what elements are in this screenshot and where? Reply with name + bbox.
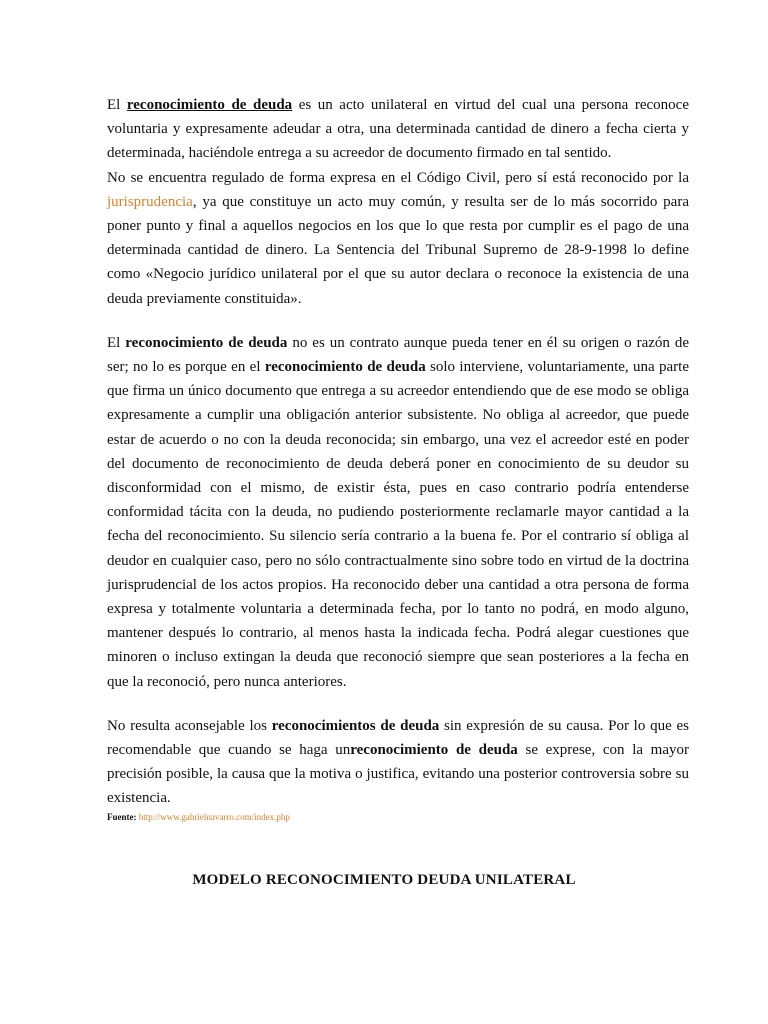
document-body (107, 93, 689, 822)
paragraph-not-contract (107, 331, 689, 694)
paragraph-spacer (107, 694, 689, 714)
text-run: No se encuentra regulado de forma expresa en el Código Civil, pero sí está reconocido por la (107, 169, 689, 186)
paragraph-recommendation (107, 714, 689, 811)
source-label: Fuente: (107, 811, 137, 822)
term-bold: reconocimiento de deuda (125, 334, 288, 351)
term-bold: reconocimiento de deuda (350, 742, 518, 759)
text-run: solo interviene, voluntariamente, una parte que firma un único documento que entrega a su acreedor entendiendo que de ese modo se obliga expresamente a cumplir una obligación anterior subsistente. No obliga al acreedor, que puede estar de acuerdo o no con la deuda reconocida; sin embargo, una vez el acreedor esté en poder del documento de reconocimiento de deuda deberá poner en conocimiento de su deudor su disconformidad con el mismo, de existir ésta, pues en caso contrario podría entenderse conformidad tácita con la deuda, no pudiendo posteriormente reclamarle mayor cantidad a la fecha del reconocimiento. Su silencio sería contrario a la buena fe. Por el contrario sí obliga al deudor en cualquier caso, pero no sólo contractualmente sino sobre todo en virtud de la doctrina jurisprudencial de los actos propios. Ha reconocido deber una cantidad a otra persona de forma expresa y totalmente voluntaria a determinada fecha, por lo tanto no podrá, en modo alguno, mantener después lo contrario, al menos hasta la indicada fecha. Podrá alegar cuestiones que minoren o incluso extingan la deuda que reconoció siempre que sean posteriores a la fecha en que la reconoció, pero nunca anteriores. (107, 359, 689, 690)
text-run: se exprese, con la mayor precisión posible, la causa que la motiva o justifica, evitando una posterior controversia sobre su existencia. (107, 742, 690, 807)
jurisprudencia-link[interactable]: jurisprudencia (107, 193, 193, 210)
text-run: sin expresión de su causa. Por lo que es recomendable que cuando se haga un (107, 717, 689, 759)
text-run: es un acto unilateral en virtud del cual una persona reconoce voluntaria y expresamente adeudar a otra, una determinada cantidad de dinero a fecha cierta y determinada, haciéndole entrega a su acreedor de documento firmado en tal sentido. (107, 97, 689, 162)
term-bold: reconocimiento de deuda (264, 359, 426, 376)
paragraph-definition (107, 93, 689, 166)
section-heading: MODELO RECONOCIMIENTO DEUDA UNILATERAL (192, 872, 576, 888)
text-run: El (107, 97, 127, 113)
text-run: no es un contrato aunque pueda tener en él su origen o razón de ser; no lo es porque en el (107, 334, 689, 376)
text-run: El (107, 334, 126, 351)
term-reconocimiento-de-deuda: reconocimiento de deuda (126, 97, 293, 113)
text-run: No resulta aconsejable los (107, 717, 272, 734)
paragraph-regulation (107, 166, 689, 311)
source-url-link[interactable]: http://www.gabrielnavarro.com/index.php (138, 811, 290, 822)
source-citation (107, 812, 689, 822)
text-run: , ya que constituye un acto muy común, y resulta ser de lo más socorrido para poner punto y final a aquellos negocios en los que lo que resta por cumplir es el pago de una determinada cantidad de dinero. La Sentencia del Tribunal Supremo de 28-9-1998 lo define como «Negocio jurídico unilateral por el que su autor declara o reconoce la existencia de una deuda previamente constituida». (107, 193, 689, 307)
term-bold: reconocimientos de deuda (271, 717, 440, 734)
paragraph-spacer (107, 311, 689, 331)
